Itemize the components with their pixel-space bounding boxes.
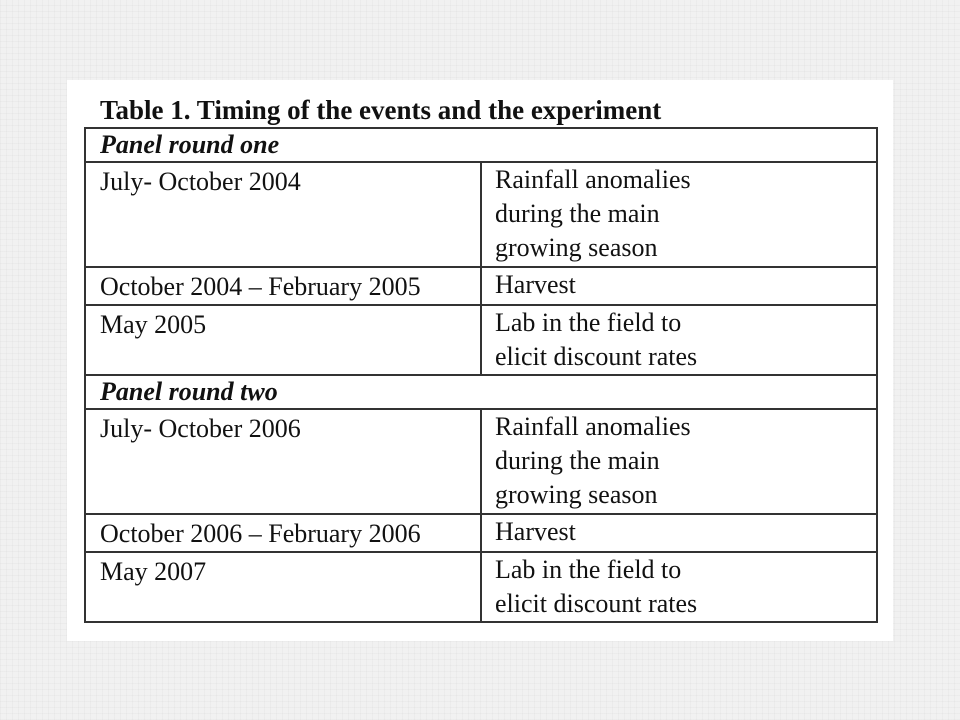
- event-cell: [481, 162, 877, 267]
- period-cell: October 2004 – February 2005: [85, 267, 481, 305]
- event-line: during the main: [495, 199, 660, 228]
- events-table: [84, 127, 878, 623]
- event-line: Rainfall anomalies: [495, 412, 691, 441]
- event-line: elicit discount rates: [495, 342, 698, 371]
- period-cell: October 2006 – February 2006: [85, 514, 481, 552]
- table-row: [85, 267, 877, 305]
- event-cell: [481, 267, 877, 305]
- panel-header-row: [85, 375, 877, 409]
- event-line: elicit discount rates: [495, 589, 698, 618]
- period-cell: July- October 2006: [85, 409, 481, 514]
- event-line: Harvest: [495, 270, 576, 299]
- event-line: growing season: [495, 233, 658, 262]
- period-cell: May 2007: [85, 552, 481, 622]
- table-row: [85, 409, 877, 514]
- table-row: [85, 552, 877, 622]
- event-line: growing season: [495, 480, 658, 509]
- event-line: Lab in the field to: [495, 555, 682, 584]
- table-caption: Table 1. Timing of the events and the experiment: [100, 95, 662, 125]
- table-row: [85, 514, 877, 552]
- period-cell: July- October 2004: [85, 162, 481, 267]
- event-cell: [481, 409, 877, 514]
- table-row: [85, 305, 877, 375]
- event-line: Lab in the field to: [495, 308, 682, 337]
- table-row: [85, 162, 877, 267]
- event-line: Rainfall anomalies: [495, 165, 691, 194]
- event-line: during the main: [495, 446, 660, 475]
- event-line: Harvest: [495, 517, 576, 546]
- event-cell: [481, 552, 877, 622]
- period-cell: May 2005: [85, 305, 481, 375]
- event-cell: [481, 514, 877, 552]
- panel-title: Panel round two: [85, 375, 877, 409]
- panel-title: Panel round one: [85, 128, 877, 162]
- panel-header-row: [85, 128, 877, 162]
- event-cell: [481, 305, 877, 375]
